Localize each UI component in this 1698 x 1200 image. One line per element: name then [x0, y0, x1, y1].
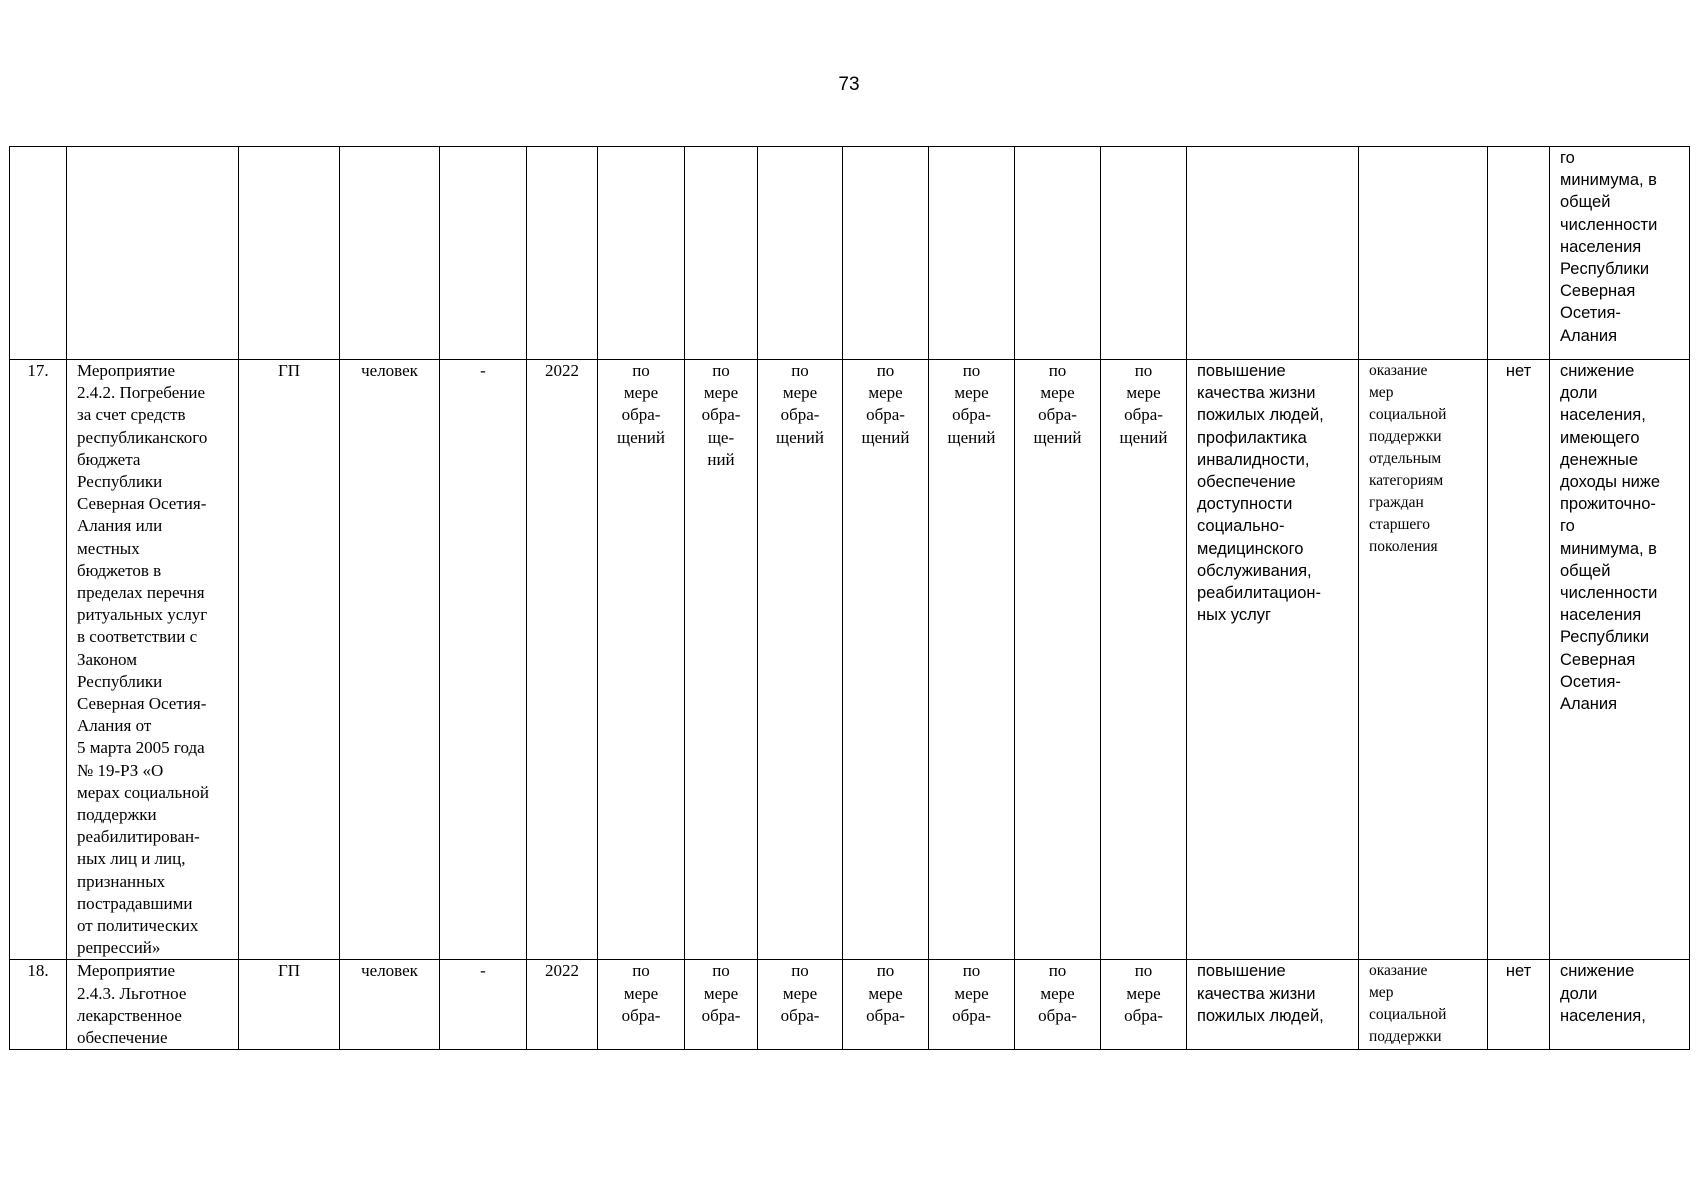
value-cell-5	[929, 147, 1015, 360]
value-cell-4	[843, 360, 929, 960]
task-cell	[1359, 360, 1488, 960]
value-cell-2	[685, 960, 758, 1050]
program-type-cell	[239, 960, 340, 1050]
program-type: ГП	[277, 361, 301, 380]
measures-table	[9, 146, 1690, 1050]
value-cell-1	[598, 360, 685, 960]
value-cell-3	[758, 147, 843, 360]
flag-cell	[1488, 960, 1550, 1050]
value-1: по мере обра-	[621, 961, 661, 1025]
goal-cell	[1187, 360, 1359, 960]
table-row	[10, 960, 1690, 1050]
flag-cell	[1488, 147, 1550, 360]
unit-cell	[340, 960, 440, 1050]
value-cell-3	[758, 960, 843, 1050]
unit-cell	[340, 147, 440, 360]
goal-cell	[1187, 147, 1359, 360]
row-number: 18.	[27, 961, 49, 981]
flag-value: нет	[1505, 962, 1532, 981]
measure-name-cell	[67, 147, 239, 360]
value-cell-4	[843, 147, 929, 360]
dash-cell	[440, 360, 527, 960]
value-6: по мере обра- щений	[1033, 361, 1082, 447]
task-cell	[1359, 960, 1488, 1050]
indicator-text: снижение доли населения,	[1560, 962, 1646, 1025]
value-3: по мере обра- щений	[776, 361, 824, 447]
year-cell	[527, 147, 598, 360]
indicator-text: снижение доли населения, имеющего денежные доходы ниже прожиточно- го минимума, в общей численности населения Республики Северная Осетия- Алания	[1560, 362, 1661, 714]
value-cell-7	[1101, 360, 1187, 960]
value-cell-6	[1015, 960, 1101, 1050]
row-number: 17.	[27, 361, 49, 380]
program-type: ГП	[277, 961, 301, 981]
value-cell-6	[1015, 147, 1101, 360]
table-row	[10, 360, 1690, 960]
value-2: по мере обра-	[701, 961, 741, 1025]
value-4: по мере обра-	[866, 961, 905, 1025]
program-type-cell	[239, 360, 340, 960]
value-cell-6	[1015, 360, 1101, 960]
row-number-cell	[10, 960, 67, 1050]
value-cell-4	[843, 960, 929, 1050]
value-7: по мере обра- щений	[1119, 361, 1168, 447]
dash-value: -	[480, 961, 486, 981]
value-cell-2	[685, 360, 758, 960]
value-3: по мере обра-	[780, 961, 820, 1025]
year-cell	[527, 960, 598, 1050]
year-cell	[527, 360, 598, 960]
dash-cell	[440, 147, 527, 360]
program-type-cell	[239, 147, 340, 360]
indicator-cell	[1550, 360, 1690, 960]
value-5: по мере обра-	[952, 961, 991, 1025]
indicator-cell	[1550, 960, 1690, 1050]
dash-cell	[440, 960, 527, 1050]
year: 2022	[545, 361, 579, 380]
value-4: по мере обра- щений	[861, 361, 910, 447]
row-number-cell	[10, 147, 67, 360]
value-cell-5	[929, 360, 1015, 960]
row-number-cell	[10, 360, 67, 960]
measure-name: Мероприятие 2.4.3. Льготное лекарственное обеспечение	[77, 961, 187, 1048]
value-6: по мере обра-	[1038, 961, 1077, 1025]
page-number: 73	[838, 74, 860, 95]
measure-name: Мероприятие 2.4.2. Погребение за счет средств республиканского бюджета Республики Северная Осетия- Алания или местных бюджетов в пределах перечня ритуальных услуг в соответствии с Законом Республики Северная Осетия- Алания от 5 марта 2005 года № 19-РЗ «О мерах социальной поддержки реабилитирован- ных лиц и лиц, признанных пострадавшими от политических репрессий»	[77, 361, 209, 958]
task-cell	[1359, 147, 1488, 360]
unit: человек	[361, 361, 418, 380]
value-cell-1	[598, 960, 685, 1050]
unit-cell	[340, 360, 440, 960]
task-text: оказание мер социальной поддержки	[1369, 962, 1447, 1046]
value-cell-5	[929, 960, 1015, 1050]
goal-cell	[1187, 960, 1359, 1050]
value-cell-1	[598, 147, 685, 360]
measure-name-cell	[67, 960, 239, 1050]
indicator-text: го минимума, в общей численности населения Республики Северная Осетия- Алания	[1560, 149, 1658, 345]
task-text: оказание мер социальной поддержки отдельным категориям граждан старшего поколения	[1369, 362, 1447, 555]
goal-text: повышение качества жизни пожилых людей, профилактика инвалидности, обеспечение доступности социально- медицинского обслуживания, реабилитацион- ных услуг	[1197, 362, 1324, 625]
value-cell-7	[1101, 147, 1187, 360]
goal-text: повышение качества жизни пожилых людей,	[1197, 962, 1324, 1025]
value-1: по мере обра- щений	[617, 361, 665, 447]
table-row	[10, 147, 1690, 360]
value-cell-3	[758, 360, 843, 960]
flag-value: нет	[1505, 362, 1532, 380]
value-7: по мере обра-	[1124, 961, 1163, 1025]
dash-value: -	[480, 361, 486, 380]
unit: человек	[361, 961, 418, 981]
year: 2022	[545, 961, 579, 981]
value-cell-2	[685, 147, 758, 360]
value-5: по мере обра- щений	[947, 361, 996, 447]
indicator-cell	[1550, 147, 1690, 360]
flag-cell	[1488, 360, 1550, 960]
measure-name-cell	[67, 360, 239, 960]
value-2: по мере обра- ще- ний	[701, 361, 741, 469]
table-body	[10, 147, 1690, 1050]
value-cell-7	[1101, 960, 1187, 1050]
